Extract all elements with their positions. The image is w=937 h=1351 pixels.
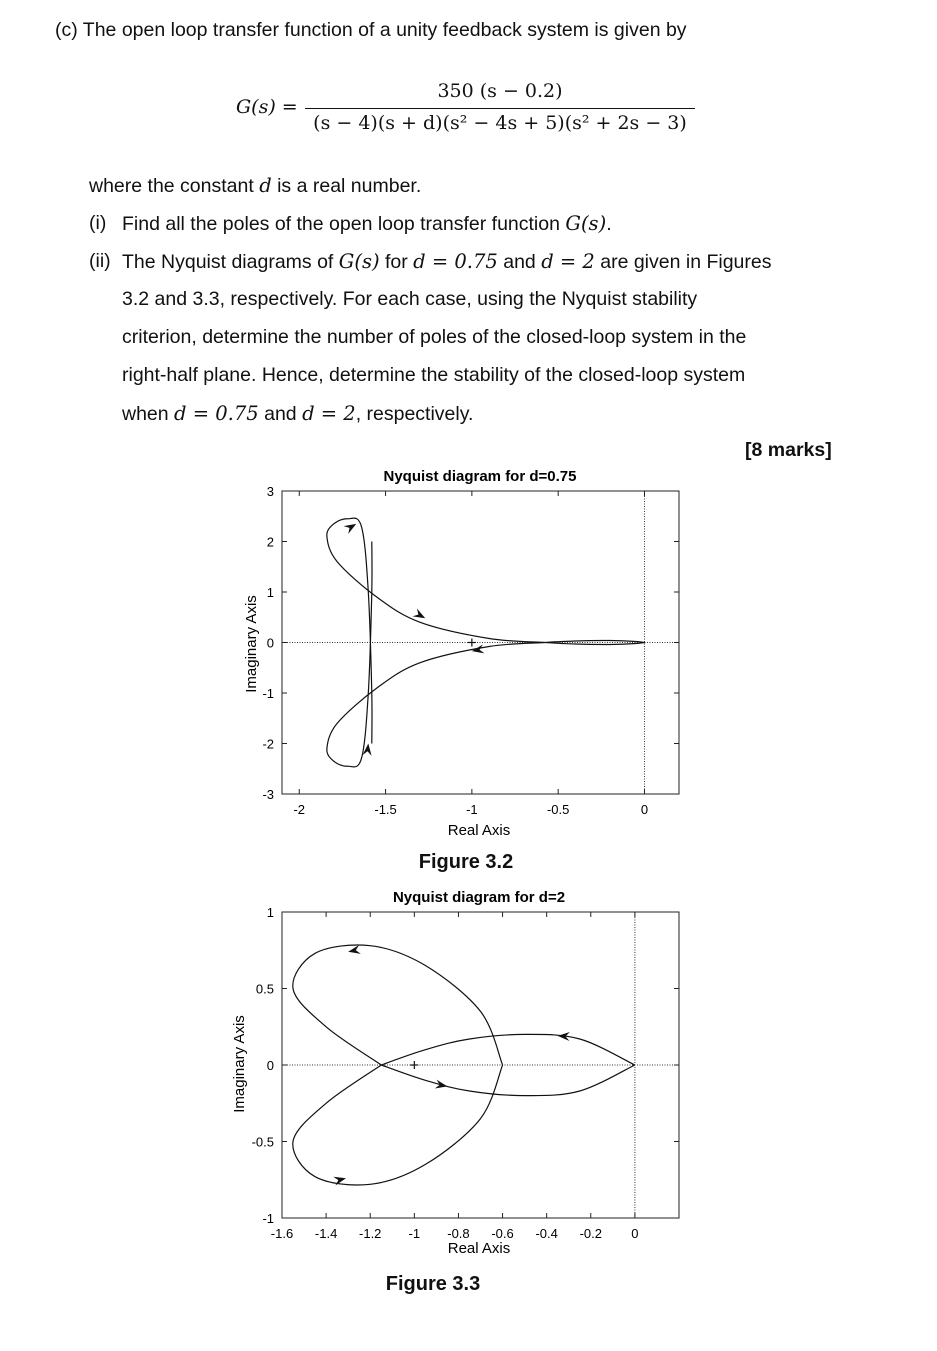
direction-arrows <box>344 524 485 756</box>
y-tick-label: 2 <box>266 534 274 550</box>
nyquist-curve <box>293 945 635 1185</box>
fraction-bar <box>305 108 695 109</box>
x-axis-label: Real Axis <box>447 822 511 839</box>
y-tick-label: 0 <box>266 1058 274 1073</box>
nyquist-branch-3 <box>544 640 644 642</box>
nyquist-curve <box>327 518 645 767</box>
y-tick-label: -1 <box>262 686 274 701</box>
part-ii-label: (ii) <box>89 250 111 272</box>
axis-ticks <box>262 484 679 817</box>
part-ii-line-1: The Nyquist diagrams of G(s) for d = 0.75 and d = 2 are given in Figures <box>122 250 772 273</box>
direction-arrow <box>413 609 426 619</box>
part-i-text: Find all the poles of the open loop transfer function G(s). <box>122 212 612 235</box>
formula-lhs: G(s) = <box>236 96 298 118</box>
chart-title: Nyquist diagram for d=2 <box>392 889 566 906</box>
x-tick-label: 0 <box>640 802 649 817</box>
y-tick-label: -1 <box>262 1211 274 1226</box>
x-tick-label: -1 <box>466 802 478 817</box>
marks-label: [8 marks] <box>745 439 832 461</box>
y-axis-label: Imaginary Axis <box>243 595 260 693</box>
chart-title: Nyquist diagram for d=0.75 <box>383 468 577 485</box>
x-tick-label: -1.2 <box>359 1226 382 1241</box>
nyquist-branch-4 <box>544 643 644 645</box>
x-tick-label: -0.6 <box>491 1226 514 1241</box>
part-ii-line-5: when d = 0.75 and d = 2, respectively. <box>122 402 474 425</box>
y-tick-label: -0.5 <box>251 1134 274 1150</box>
y-tick-label: -2 <box>262 736 274 752</box>
y-axis-label: Imaginary Axis <box>231 1015 248 1113</box>
part-ii-line-4: right-half plane. Hence, determine the stability of the closed-loop system <box>122 364 746 386</box>
x-tick-label: -0.4 <box>535 1226 558 1241</box>
y-tick-label: 1 <box>266 585 274 600</box>
gridlines <box>282 491 679 794</box>
where-line: where the constant d is a real number. <box>89 174 422 197</box>
nyquist-chart-d2 <box>0 880 937 1260</box>
y-tick-label: 0.5 <box>255 981 274 997</box>
figure-3-3-caption: Figure 3.3 <box>385 1273 481 1295</box>
x-tick-label: -0.2 <box>579 1226 602 1241</box>
x-tick-label: 0 <box>631 1226 639 1241</box>
formula-denominator: (s − 4)(s + d)(s² − 4s + 5)(s² + 2s − 3) <box>313 112 687 134</box>
y-tick-label: 3 <box>266 484 274 499</box>
x-tick-label: -1.6 <box>270 1226 294 1241</box>
nyquist-branch-2 <box>327 542 545 767</box>
x-tick-label: -1 <box>408 1226 421 1241</box>
nyquist-chart-d075 <box>0 460 937 880</box>
x-tick-label: -1.5 <box>374 802 397 817</box>
x-tick-label: -0.8 <box>447 1226 470 1241</box>
direction-arrow <box>348 945 361 954</box>
part-ii-line-2: 3.2 and 3.3, respectively. For each case, using the Nyquist stability <box>122 288 698 310</box>
part-i-label: (i) <box>89 212 107 234</box>
y-tick-label: -3 <box>262 787 274 802</box>
x-axis-label: Real Axis <box>447 1240 511 1257</box>
part-ii-line-3: criterion, determine the number of poles of the closed-loop system in the <box>122 326 747 348</box>
nyquist-branch-3 <box>293 945 503 1065</box>
nyquist-branch-2 <box>381 1065 635 1096</box>
y-tick-label: 0 <box>266 635 274 651</box>
direction-arrow <box>344 524 357 534</box>
question-intro: (c) The open loop transfer function of a unity feedback system is given by <box>55 19 687 41</box>
nyquist-branch-4 <box>293 1065 503 1185</box>
direction-arrows <box>333 945 570 1185</box>
figure-3-2-caption: Figure 3.2 <box>418 851 514 873</box>
x-tick-label: -1.4 <box>314 1226 338 1241</box>
y-tick-label: 1 <box>266 905 274 920</box>
nyquist-branch-1 <box>327 518 545 743</box>
x-tick-label: -2 <box>293 802 306 817</box>
nyquist-branch-1 <box>381 1034 635 1065</box>
axis-ticks <box>252 905 679 1241</box>
x-tick-label: -0.5 <box>546 802 570 817</box>
gridlines <box>282 912 679 1218</box>
formula-numerator: 350 (s − 0.2) <box>437 80 563 102</box>
